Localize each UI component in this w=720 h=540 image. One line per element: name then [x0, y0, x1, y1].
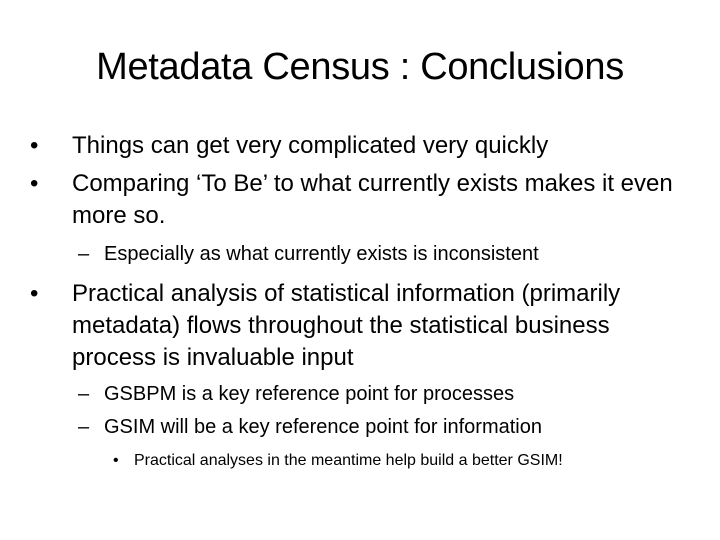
bullet-marker: •: [113, 452, 119, 469]
bullet-text: Practical analysis of statistical information (primarily metadata) flows throughout the statistical business process is invaluable input: [72, 280, 621, 371]
sub-bullet-item: [78, 412, 698, 442]
bullet-text: GSIM will be a key reference point for information: [104, 416, 542, 438]
bullet-text: GSBPM is a key reference point for processes: [104, 383, 515, 405]
bullet-text: Practical analyses in the meantime help build a better GSIM!: [134, 452, 563, 469]
sub-sub-bullet-item: [113, 448, 703, 474]
bullet-item: [30, 278, 700, 374]
dash-marker: –: [78, 416, 90, 438]
bullet-text: Especially as what currently exists is inconsistent: [104, 243, 539, 265]
bullet-text: Comparing ‘To Be’ to what currently exists makes it even more so.: [72, 170, 673, 229]
bullet-item: [30, 130, 700, 162]
bullet-marker: •: [30, 280, 39, 307]
bullet-item: [30, 168, 700, 232]
bullet-marker: •: [30, 170, 39, 197]
slide-title: Metadata Census : Conclusions: [96, 46, 624, 88]
sub-bullet-item: [78, 379, 698, 409]
bullet-text: Things can get very complicated very quickly: [72, 132, 549, 159]
dash-marker: –: [78, 243, 90, 265]
sub-bullet-item: [78, 239, 698, 269]
dash-marker: –: [78, 383, 90, 405]
bullet-marker: •: [30, 132, 39, 159]
